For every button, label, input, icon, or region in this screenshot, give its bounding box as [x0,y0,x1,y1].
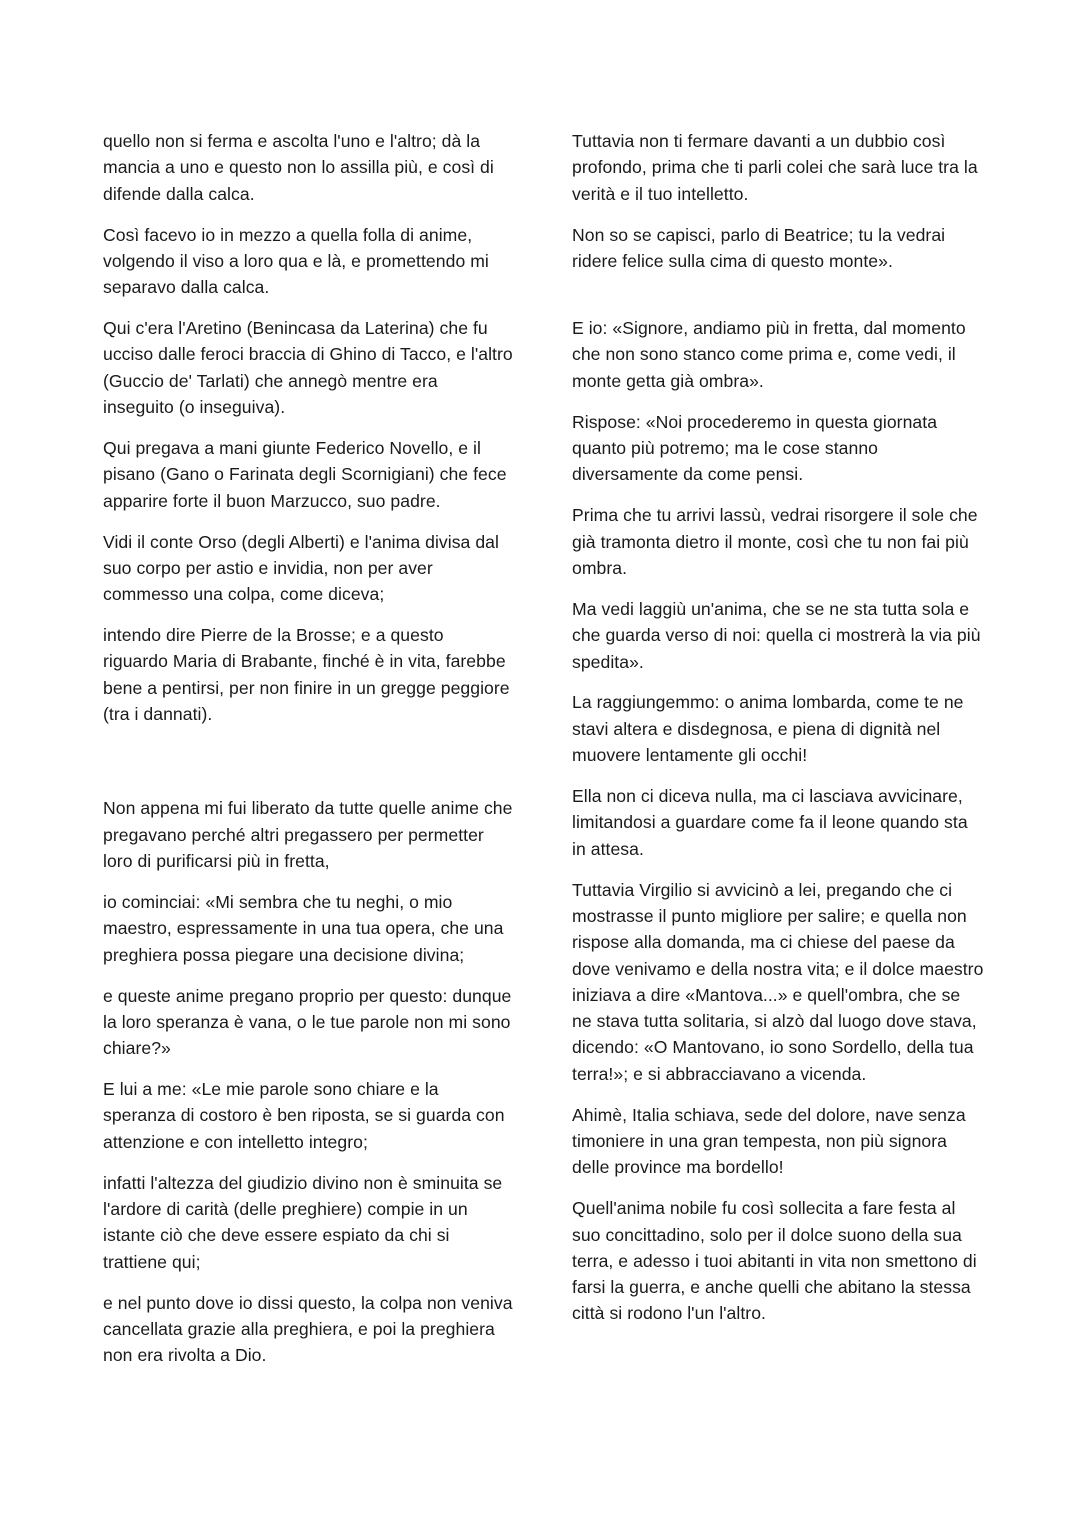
paragraph: Vidi il conte Orso (degli Alberti) e l'anima divisa dal suo corpo per astio e invidia, non per aver commesso una colpa, come diceva; [103,531,499,605]
paragraph: quello non si ferma e ascolta l'uno e l'altro; dà la mancia a uno e questo non lo assilla più, e così di difende dalla calca. [103,131,494,204]
left-column [103,128,513,1368]
paragraph: Non appena mi fui liberato da tutte quelle anime che pregavano perché altri pregassero per permetter loro di purificarsi più in fretta, [103,798,513,871]
paragraph: Tuttavia non ti fermare davanti a un dubbio così profondo, prima che ti parli colei che sarà luce tra la verità e il tuo intelletto. [572,131,978,204]
paragraph: Qui pregava a mani giunte Federico Novello, e il pisano (Gano o Farinata degli Scornigiani) che fece apparire forte il buon Marzucco, suo padre. [103,438,507,511]
paragraph: Ahimè, Italia schiava, sede del dolore, nave senza timoniere in una gran tempesta, non più signora delle province ma bordello! [572,1104,966,1178]
right-column [572,128,984,1327]
paragraph: intendo dire Pierre de la Brosse; e a questo riguardo Maria di Brabante, finché è in vita, farebbe bene a pentirsi, per non finire in un gregge peggiore (tra i dannati). [103,625,510,725]
paragraph: Così facevo io in mezzo a quella folla di anime, volgendo il viso a loro qua e là, e promettendo mi separavo dalla calca. [103,224,489,298]
paragraph: E io: «Signore, andiamo più in fretta, dal momento che non sono stanco come prima e, come vedi, il monte getta già ombra». [572,318,966,391]
paragraph: Ella non ci diceva nulla, ma ci lasciava avvicinare, limitandosi a guardare come fa il leone quando sta in attesa. [572,786,968,859]
paragraph: e queste anime pregano proprio per questo: dunque la loro speranza è vana, o le tue parole non mi sono chiare?» [103,985,512,1059]
paragraph: e nel punto dove io dissi questo, la colpa non veniva cancellata grazie alla preghiera, e poi la preghiera non era rivolta a Dio. [103,1292,513,1366]
paragraph: infatti l'altezza del giudizio divino non è sminuita se l'ardore di carità (delle preghiere) compie in un istante ciò che deve essere espiato da chi si trattiene qui; [103,1172,503,1272]
paragraph: E lui a me: «Le mie parole sono chiare e la speranza di costoro è ben riposta, se si guarda con attenzione e con intelletto integro; [103,1079,505,1152]
paragraph: Prima che tu arrivi lassù, vedrai risorgere il sole che già tramonta dietro il monte, così che tu non fai più ombra. [572,505,978,578]
paragraph: Non so se capisci, parlo di Beatrice; tu la vedrai ridere felice sulla cima di questo monte». [572,224,946,271]
paragraph: La raggiungemmo: o anima lombarda, come te ne stavi altera e disdegnosa, e piena di dignità nel muovere lentamente gli occhi! [572,692,964,766]
paragraph: Qui c'era l'Aretino (Benincasa da Laterina) che fu ucciso dalle feroci braccia di Ghino di Tacco, e l'altro (Guccio de' Tarlati) che annegò mentre era inseguito (o inseguiva). [103,318,513,418]
paragraph: Rispose: «Noi procederemo in questa giornata quanto più potremo; ma le cose stanno diversamente da come pensi. [572,411,938,485]
paragraph: io cominciai: «Mi sembra che tu neghi, o mio maestro, espressamente in una tua opera, che una preghiera possa piegare una decisione divina; [103,891,504,965]
paragraph: Tuttavia Virgilio si avvicinò a lei, pregando che ci mostrasse il punto migliore per salire; e quella non rispose alla domanda, ma ci chiese del paese da dove venivamo e della nostra vita; e il dolce maestro iniziava a dire «Mantova...» e quell'ombra, che se ne stava tutta solitaria, si alzò dal luogo dove stava, dicendo: «O Mantovano, io sono Sordello, della tua terra!»; e si abbracciavano a vicenda. [572,879,984,1084]
paragraph: Quell'anima nobile fu così sollecita a fare festa al suo concittadino, solo per il dolce suono della sua terra, e adesso i tuoi abitanti in vita non smettono di farsi la guerra, e anche quelli che abitano la stessa città si rodono l'un l'altro. [572,1198,977,1324]
paragraph: Ma vedi laggiù un'anima, che se ne sta tutta sola e che guarda verso di noi: quella ci mostrerà la via più spedita». [572,598,981,672]
